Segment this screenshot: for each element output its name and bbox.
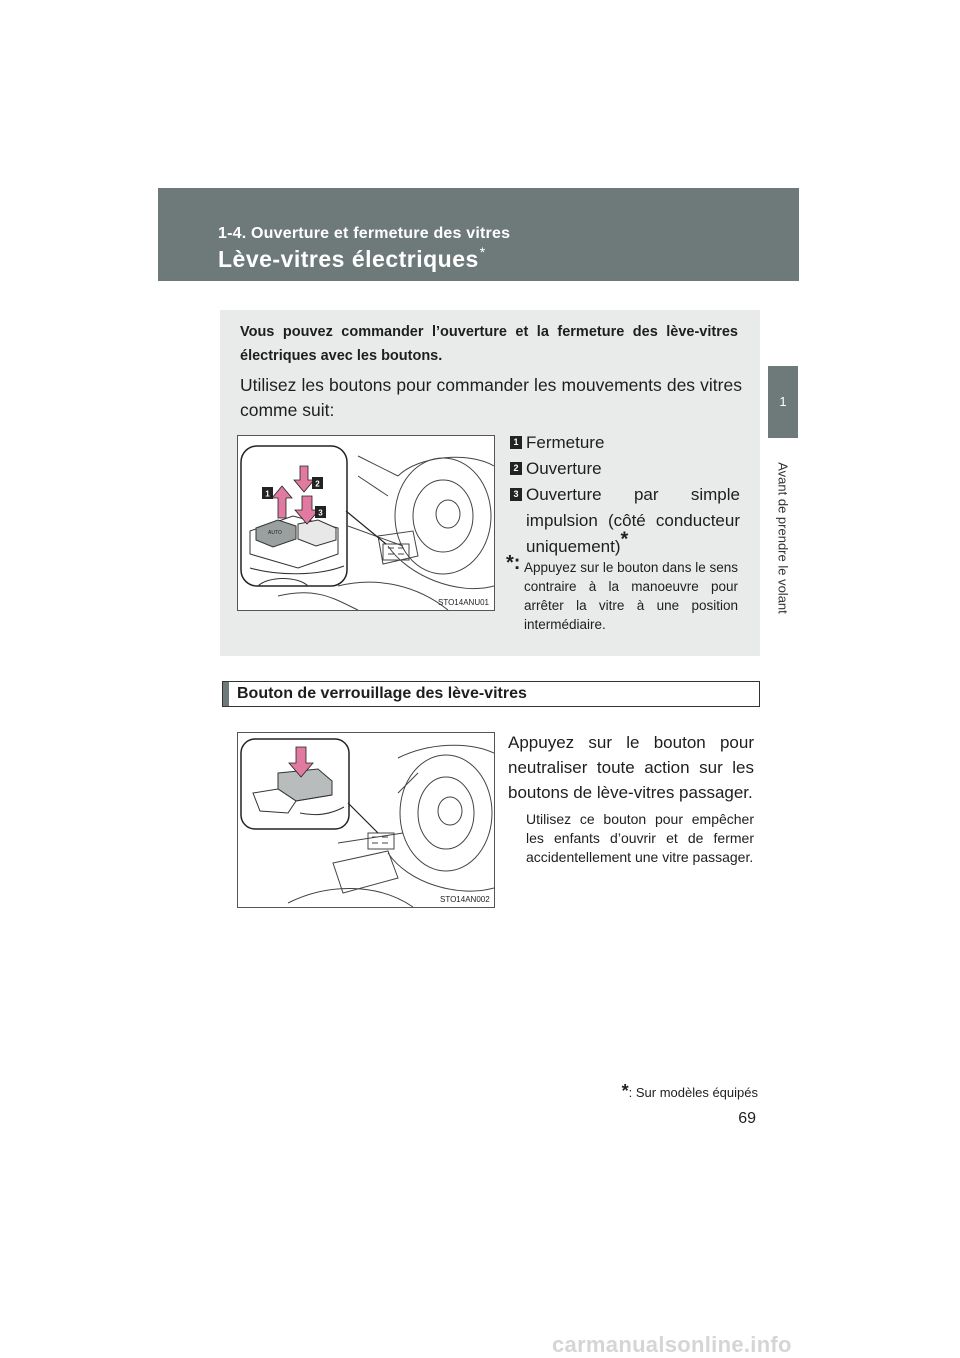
list-item-label: Ouverture bbox=[526, 459, 602, 478]
list-number: 3 bbox=[510, 488, 522, 501]
lock-switch-illustration bbox=[238, 733, 494, 907]
watermark[interactable]: carmanualsonline.info bbox=[552, 1332, 792, 1357]
note-text: Appuyez sur le bouton dans le sens contraire à la manoeuvre pour arrêter la vitre à une position intermédiaire. bbox=[524, 560, 738, 632]
callout-1: 1 bbox=[265, 489, 270, 499]
figure-code: STO14AN002 bbox=[440, 895, 490, 904]
figure-code: STO14ANU01 bbox=[438, 598, 489, 607]
list-item bbox=[510, 482, 740, 560]
auto-label: AUTO bbox=[268, 530, 282, 536]
chapter-side-label bbox=[767, 448, 799, 628]
lock-section-heading bbox=[222, 681, 760, 707]
chapter-header bbox=[158, 188, 799, 281]
list-item bbox=[510, 430, 740, 456]
list-number: 2 bbox=[510, 462, 522, 475]
list-item-asterisk: * bbox=[620, 528, 629, 551]
lock-note: Utilisez ce bouton pour empêcher les enfants d’ouvrir et de fermer accidentellement une vitre passager. bbox=[526, 811, 754, 865]
page-title-text: Lève-vitres électriques bbox=[218, 246, 479, 272]
lock-switch-figure bbox=[237, 732, 495, 908]
operation-list bbox=[510, 430, 740, 560]
callout-2: 2 bbox=[315, 479, 320, 489]
chapter-tab[interactable]: 1 bbox=[768, 366, 798, 438]
lock-text: Appuyez sur le bouton pour neutraliser toute action sur les boutons de lève-vitres passager. bbox=[508, 733, 754, 802]
list-item-label: Fermeture bbox=[526, 433, 605, 452]
window-switch-illustration bbox=[238, 436, 494, 610]
section-title: 1-4. Ouverture et fermeture des vitres bbox=[218, 225, 511, 242]
intro-box bbox=[220, 310, 760, 656]
list-item bbox=[510, 456, 740, 482]
lock-heading-text: Bouton de verrouillage des lève-vitres bbox=[237, 685, 527, 702]
list-item-label: Ouverture par simple impulsion (côté conducteur uniquement) bbox=[526, 485, 740, 556]
list-number: 1 bbox=[510, 436, 522, 449]
window-switch-figure bbox=[237, 435, 495, 611]
intro-text: Utilisez les boutons pour commander les mouvements des vitres comme suit: bbox=[240, 375, 742, 420]
page-number: 69 bbox=[738, 1110, 756, 1127]
intro-note bbox=[506, 552, 738, 634]
heading-bar bbox=[223, 682, 229, 706]
callout-3: 3 bbox=[318, 508, 323, 518]
page-title bbox=[218, 246, 486, 273]
footnote bbox=[610, 1081, 758, 1102]
note-asterisk: *: bbox=[506, 552, 521, 574]
chapter-side-label-text: Avant de prendre le volant bbox=[775, 462, 791, 614]
footnote-asterisk: * bbox=[621, 1081, 629, 1101]
footnote-text: : Sur modèles équipés bbox=[628, 1085, 758, 1100]
intro-bold-text: Vous pouvez commander l’ouverture et la fermeture des lève-vitres électriques avec les boutons. bbox=[240, 324, 738, 364]
title-asterisk: * bbox=[479, 244, 486, 260]
